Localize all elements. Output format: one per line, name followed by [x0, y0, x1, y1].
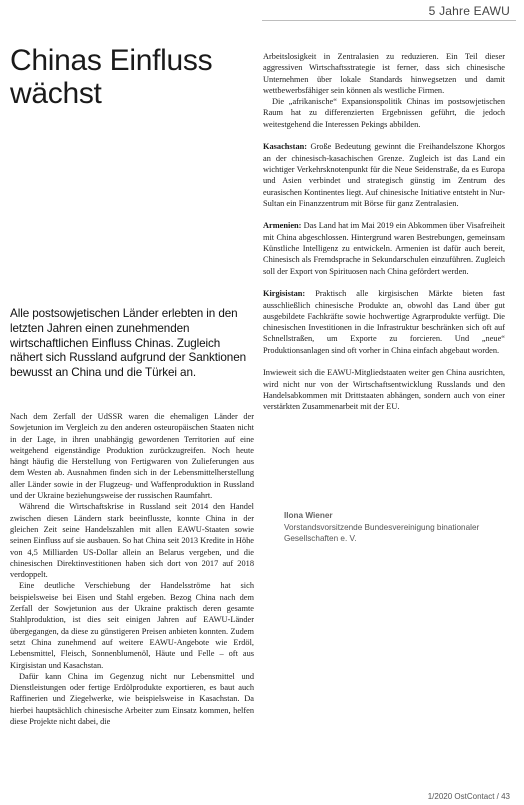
article-title: Chinas Einfluss wächst [10, 44, 213, 110]
author-name: Ilona Wiener [284, 511, 333, 520]
conclusion-paragraph: Inwieweit sich die EAWU-Mitgliedstaaten weiter gen China ausrichten, wird nicht nur von der Wirtschaftsentwicklung Russlands und den Handelsabkommen mit Drittstaaten abhängen, sondern auch von einer verstärkten Zusammenarbeit mit der EU. [263, 368, 505, 412]
country-text: Das Land hat im Mai 2019 ein Abkommen über Visafreiheit mit China abgeschlossen. Hintergrund waren Bestrebungen, gemeinsam Künstliche Intelligenz zu entwickeln. Armenien ist dafür auch bereit, Chinesisch als Fremdsprache in Sekundarschulen einzuführen. Zugleich soll der Export von Spirituosen nach China gefördert werden. [263, 221, 505, 276]
left-column [10, 411, 254, 727]
country-text: Große Bedeutung gewinnt die Freihandelszone Khorgos an der chinesisch-kasachischen Grenze. Zugleich ist das Land ein wichtiger Verkehrsknotenpunkt für die Neue Seidenstraße, da es Europa und Asien verbindet und strategisch günstig im Zentrum des eurasischen Kontinentes liegt. Auf chinesische Initiative entsteht in Nur-Sultan ein Finanzzentrum mit Börse für ganz Zentralasien. [263, 142, 505, 208]
body-paragraph: Arbeitslosigkeit in Zentralasien zu reduzieren. Ein Teil dieser aggressiven Wirtschaftsstrategie ist ferner, dass sich chinesische Unternehmen über lokale Standards hinwegsetzen und damit wettbewerbsfähiger sein können als westliche Firmen. [263, 52, 505, 95]
body-paragraph: Die „afrikanische“ Expansionspolitik Chinas im postsowjetischen Raum hat zu differenzierten Ergebnissen geführt, die jedoch weitestgehend die Interessen Pekings abbilden. [263, 97, 505, 129]
country-text: Praktisch alle kirgisischen Märkte bieten fast ausschließlich chinesische Produkte an, obwohl das Land über gut ausgebildete Fachkräfte sowie hochwertige Agrarprodukte verfügt. Die chinesischen Investitionen in die Infrastruktur beschränken sich oft auf Schnellstraßen, um Exporte zu forcieren. Und „neue“ Produktionsanlagen sind oft vorher in China einfach abgebaut worden. [263, 289, 505, 355]
country-paragraph-armenien [263, 220, 505, 276]
body-paragraph: Eine deutliche Verschiebung der Handelsströme hat sich beispielsweise bei Eisen und Stahl ergeben. Bezog China nach dem Zerfall der Sowjetunion aus der Ukraine praktisch deren gesamte Stahlproduktion, ist dies seit einigen Jahren auf EAWU-Länder übergegangen, da diese zu günstigeren Preisen anbieten konnten. Zudem setzt China zunehmend auf weitere EAWU-Angebote wie Erdöl, Lebensmittel, Fleisch, Sonnenblumenöl, Häute und Felle – oft aus Kirgisistan und Kasachstan. [10, 581, 254, 670]
article-lead: Alle postsowjetischen Länder erlebten in den letzten Jahren einen zunehmenden wirtschaftlichen Einfluss Chinas. Zugleich nähert sich Russland aufgrund der Sanktionen bewusst an China und die Türkei an. [10, 307, 246, 380]
country-label: Kasachstan: [263, 142, 308, 152]
page-footer: 1/2020 OstContact / 43 [427, 792, 510, 801]
section-label: 5 Jahre EAWU [428, 4, 510, 18]
author-signature [284, 510, 514, 545]
right-column [263, 51, 505, 413]
country-label: Armenien: [263, 221, 302, 231]
body-paragraph: Dafür kann China im Gegenzug nicht nur Lebensmittel und Dienstleistungen oder fertige Erdölprodukte exportieren, es baut auch Raffinerien und Ziegelwerke, wie beispielsweise in Kasachstan. Da hierbei hauptsächlich chinesische Arbeiter zum Einsatz kommen, helfen diese Projekte nicht dabei, die [10, 671, 254, 727]
country-paragraph-kasachstan [263, 141, 505, 209]
body-paragraph: Während die Wirtschaftskrise in Russland seit 2014 den Handel zwischen diesen Ländern stark beeinflusste, konnte China in der gleichen Zeit seine Handelszahlen mit allen EAWU-Staaten sowie seinen Einfluss auf sie ausbauen. So hat China seit 2013 Kredite in Höhe von 4,5 Milliarden US-Dollar allein an Belarus vergeben, und die chinesischen Direktinvestitionen haben sich dort von 2017 auf 2018 verdoppelt. [10, 502, 254, 580]
header-rule [262, 20, 516, 21]
body-paragraph: Nach dem Zerfall der UdSSR waren die ehemaligen Länder der Sowjetunion im Vergleich zu den anderen osteuropäischen Staaten nicht in der Lage, in ihren unabhängig gewordenen Territorien auf eine weitgehend eigenständige Produktion zurückzugreifen. Noch heute hängt häufig die Herstellung von Fertigwaren von Zulieferungen aus dem Westen ab. Ausnahmen finden sich in der Lebensmittelherstellung aller Länder sowie in der Flugzeug- und Waffenproduktion in Russland und der Ukraine beziehungsweise der russischen Raumfahrt. [10, 412, 254, 501]
country-label: Kirgisistan: [263, 289, 306, 299]
country-paragraph-kirgisistan [263, 288, 505, 356]
author-role: Vorstandsvorsitzende Bundesvereinigung binationaler Gesellschaften e. V. [284, 522, 480, 544]
